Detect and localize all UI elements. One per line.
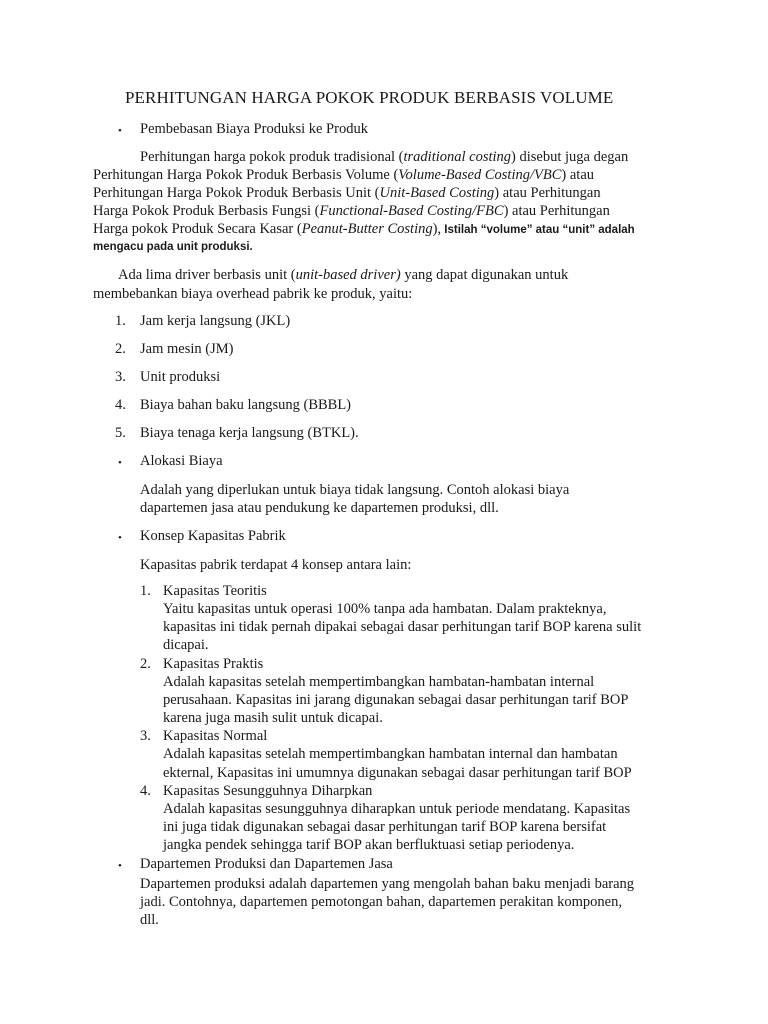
list-item-title: Kapasitas Normal [163, 728, 268, 744]
list-number: 3. [115, 369, 126, 385]
list-number: 3. [140, 728, 151, 744]
list-item-line: ini juga tidak digunakan sebagai dasar perhitungan tarif BOP karena bersifat [163, 819, 607, 835]
list-number: 2. [115, 341, 126, 357]
list-number: 5. [115, 425, 126, 441]
list-item-line: ekternal, Kapasitas ini umumnya digunakan sebagai dasar perhitungan tarif BOP [163, 765, 632, 781]
list-item-title: Kapasitas Teoritis [163, 583, 267, 599]
list-item: Unit produksi [140, 369, 221, 385]
paragraph-line: Ada lima driver berbasis unit (unit-based driver) yang dapat digunakan untuk [118, 267, 569, 283]
paragraph-line: Harga pokok Produk Secara Kasar (Peanut-Butter Costing), Istilah “volume” atau “unit” adalah [93, 221, 635, 237]
list-item: Biaya bahan baku langsung (BBBL) [140, 397, 352, 413]
list-item: Jam kerja langsung (JKL) [140, 313, 291, 329]
list-number: 4. [140, 783, 151, 799]
list-item-line: karena juga masih sulit untuk dicapai. [163, 710, 383, 726]
bullet-icon: • [118, 457, 122, 469]
list-item-line: Adalah kapasitas sesungguhnya diharapkan untuk periode mendatang. Kapasitas [163, 801, 631, 817]
paragraph-line: Dapartemen produksi adalah dapartemen yang mengolah bahan baku menjadi barang [140, 876, 635, 892]
page-title: PERHITUNGAN HARGA POKOK PRODUK BERBASIS VOLUME [125, 88, 614, 107]
list-item-line: Adalah kapasitas setelah mempertimbangkan hambatan internal dan hambatan [163, 746, 618, 762]
paragraph-line: Harga Pokok Produk Berbasis Fungsi (Functional-Based Costing/FBC) atau Perhitungan [93, 203, 610, 219]
section-heading-pembebasan: Pembebasan Biaya Produksi ke Produk [140, 121, 368, 137]
section-heading-dapartemen: Dapartemen Produksi dan Dapartemen Jasa [140, 856, 393, 872]
list-item-line: Yaitu kapasitas untuk operasi 100% tanpa ada hambatan. Dalam prakteknya, [163, 601, 607, 617]
list-item-title: Kapasitas Sesungguhnya Diharpkan [163, 783, 373, 799]
paragraph-line: Kapasitas pabrik terdapat 4 konsep antara lain: [140, 557, 412, 573]
bullet-icon: • [118, 125, 122, 137]
paragraph-line: Perhitungan Harga Pokok Produk Berbasis Unit (Unit-Based Costing) atau Perhitungan [93, 185, 601, 201]
list-number: 1. [140, 583, 151, 599]
list-item: Biaya tenaga kerja langsung (BTKL). [140, 425, 359, 441]
paragraph-line: Adalah yang diperlukan untuk biaya tidak langsung. Contoh alokasi biaya [140, 482, 570, 498]
bullet-icon: • [118, 532, 122, 544]
paragraph-line: dll. [140, 912, 159, 928]
paragraph-line: jadi. Contohnya, dapartemen pemotongan bahan, dapartemen perakitan komponen, [140, 894, 622, 910]
list-item-title: Kapasitas Praktis [163, 656, 264, 672]
paragraph-line: membebankan biaya overhead pabrik ke produk, yaitu: [93, 286, 413, 302]
list-item-line: dicapai. [163, 637, 209, 653]
paragraph-line: Perhitungan harga pokok produk tradisional (traditional costing) disebut juga degan [140, 149, 629, 165]
paragraph-line: mengacu pada unit produksi. [93, 241, 253, 253]
section-heading-kapasitas: Konsep Kapasitas Pabrik [140, 528, 286, 544]
paragraph-line: dapartemen jasa atau pendukung ke dapartemen produksi, dll. [140, 500, 499, 516]
list-item-line: jangka pendek sehingga tarif BOP akan berfluktuasi setiap periodenya. [163, 837, 575, 853]
list-item-line: perusahaan. Kapasitas ini jarang digunakan sebagai dasar perhitungan tarif BOP [163, 692, 629, 708]
list-number: 2. [140, 656, 151, 672]
bullet-icon: • [118, 860, 122, 872]
section-heading-alokasi: Alokasi Biaya [140, 453, 223, 469]
list-item-line: Adalah kapasitas setelah mempertimbangkan hambatan-hambatan internal [163, 674, 595, 690]
list-item: Jam mesin (JM) [140, 341, 234, 357]
list-item-line: kapasitas ini tidak pernah dipakai sebagai dasar perhitungan tarif BOP karena sulit [163, 619, 642, 635]
paragraph-line: Perhitungan Harga Pokok Produk Berbasis Volume (Volume-Based Costing/VBC) atau [93, 167, 595, 183]
list-number: 1. [115, 313, 126, 329]
list-number: 4. [115, 397, 126, 413]
